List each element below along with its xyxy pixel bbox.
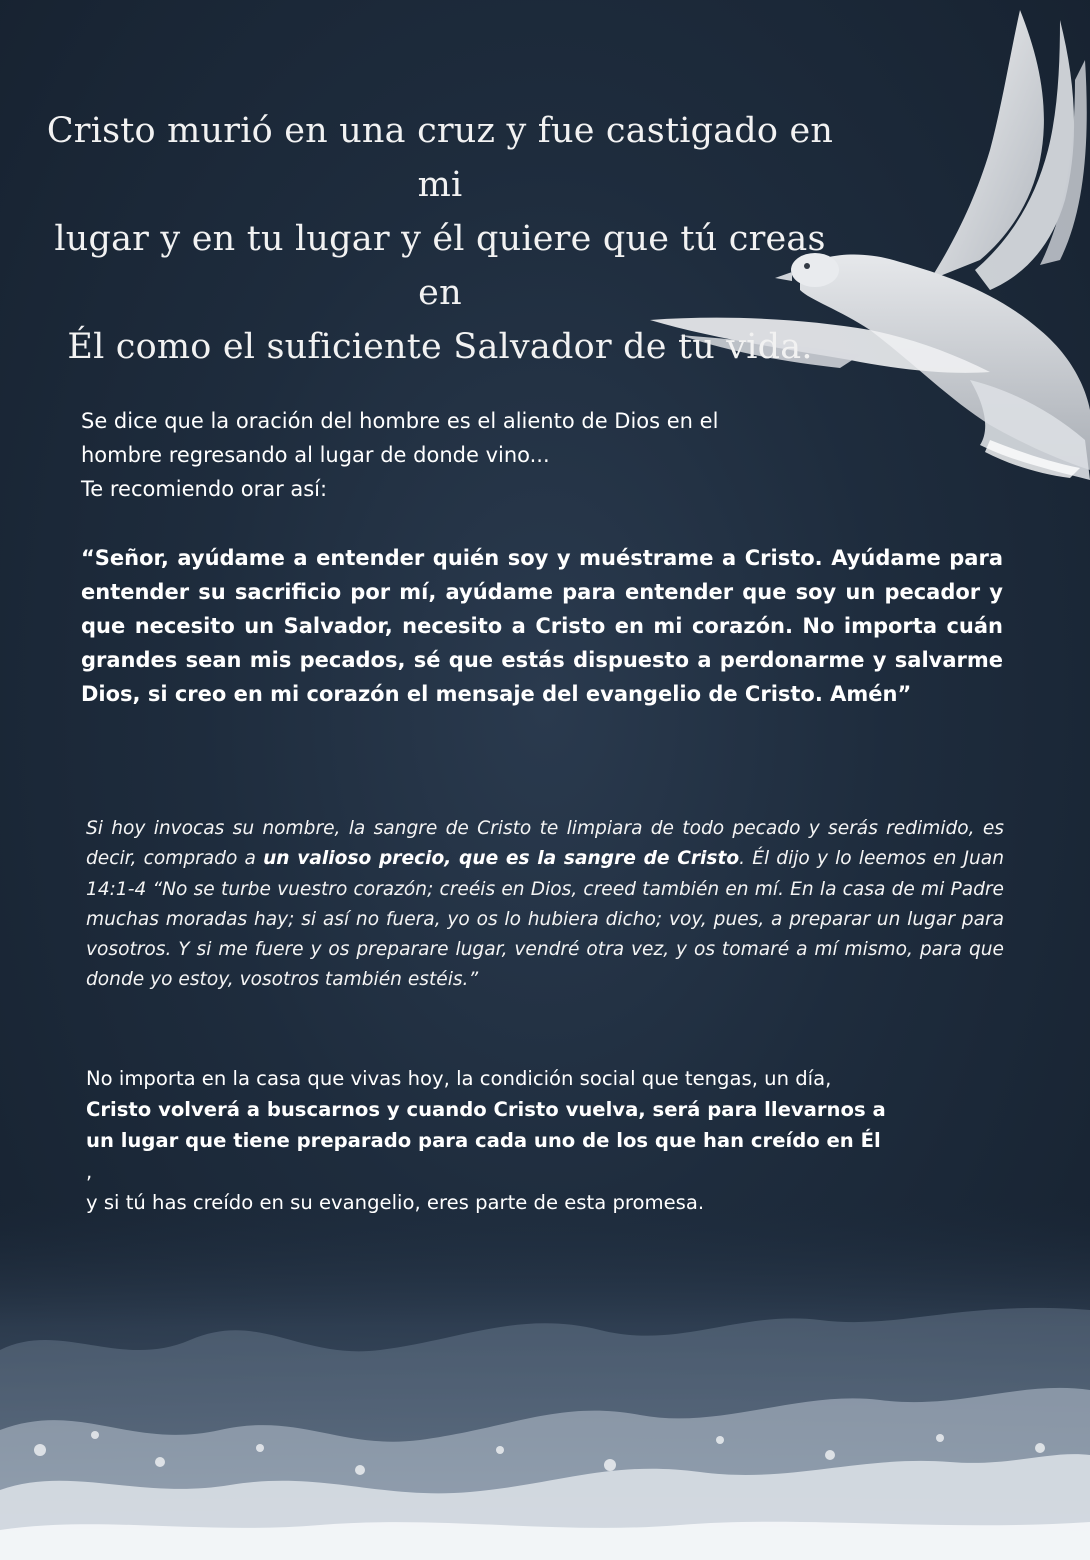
intro-paragraph	[81, 404, 881, 506]
headline	[40, 104, 840, 374]
closing-line: y si tú has creído en su evangelio, eres parte de esta promesa.	[86, 1191, 705, 1214]
intro-line: hombre regresando al lugar de donde vino...	[81, 443, 550, 467]
promise-text: Si hoy invocas su nombre, la sangre de Cristo te limpiara de todo pecado y serás redimido, es decir, comprado a	[86, 818, 1004, 870]
headline-line: Él como el suficiente Salvador de tu vida.	[67, 327, 813, 367]
promise-bold-text: un valioso precio, que es la sangre de Cristo	[263, 848, 740, 870]
headline-line: Cristo murió en una cruz y fue castigado en mi	[46, 111, 834, 205]
intro-line: Se dice que la oración del hombre es el aliento de Dios en el	[81, 409, 719, 433]
closing-bold-text: un lugar que tiene preparado para cada uno de los que han creído en Él	[86, 1129, 881, 1152]
closing-line	[86, 1094, 1026, 1125]
intro-line: Te recomiendo orar así:	[81, 477, 328, 501]
promise-paragraph	[86, 814, 1004, 996]
closing-paragraph	[86, 1063, 1026, 1218]
closing-line	[86, 1125, 1026, 1187]
closing-bold-text: Cristo volverá a buscarnos y cuando Cristo vuelva, será para llevarnos a	[86, 1098, 886, 1121]
headline-line: lugar y en tu lugar y él quiere que tú creas en	[54, 219, 826, 313]
closing-line: No importa en la casa que vivas hoy, la condición social que tengas, un día,	[86, 1067, 832, 1090]
closing-text: ,	[86, 1160, 93, 1183]
waves-illustration	[0, 1200, 1090, 1560]
prayer-paragraph: “Señor, ayúdame a entender quién soy y muéstrame a Cristo. Ayúdame para entender su sacrificio por mí, ayúdame para entender que soy un pecador y que necesito un Salvador, necesito a Cristo en mi corazón. No importa cuán grandes sean mis pecados, sé que estás dispuesto a perdonarme y salvarme Dios, si creo en mi corazón el mensaje del evangelio de Cristo. Amén”	[81, 546, 1003, 706]
promise-text: . Él dijo y lo leemos en Juan 14:1-4 “No se turbe vuestro corazón; creéis en Dios, creed también en mí. En la casa de mi Padre muchas moradas hay; si así no fuera, yo os lo hubiera dicho; voy, pues, a preparar un lugar para vosotros. Y si me fuere y os preparare lugar, vendré otra vez, y os tomaré a mí mismo, para que donde yo estoy, vosotros también estéis.”	[86, 848, 1004, 991]
